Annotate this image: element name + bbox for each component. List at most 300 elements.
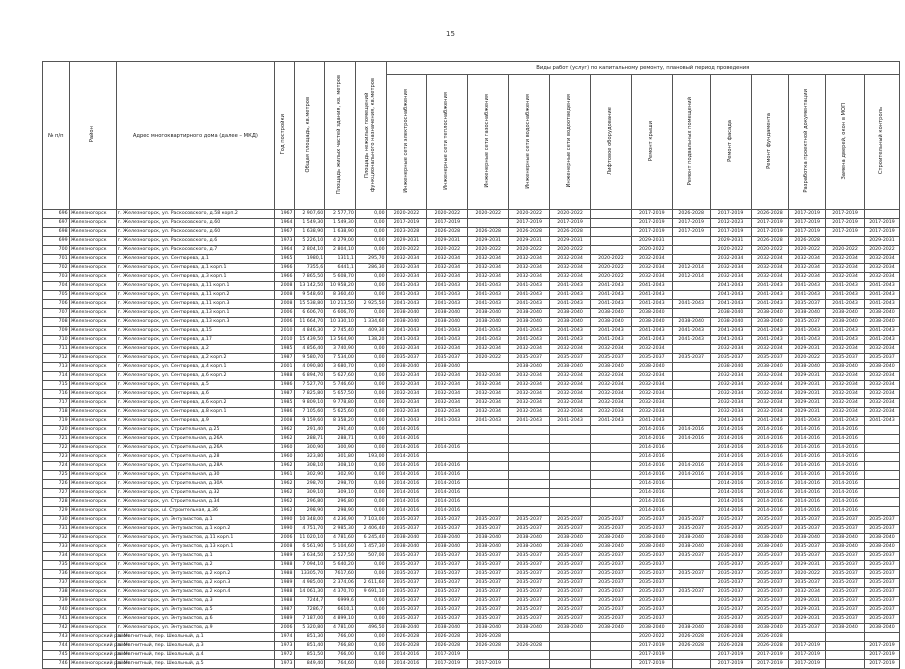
- cell-period: 2020-2022: [509, 246, 550, 255]
- cell-period: 2041-2043: [789, 417, 826, 426]
- cell-period: [591, 435, 632, 444]
- cell-dist: Железногорск: [69, 624, 116, 633]
- table-row: [43, 480, 900, 489]
- cell-period: 2032-2034: [427, 390, 468, 399]
- cell-period: 2041-2043: [789, 291, 826, 300]
- cell-period: 2026-2028: [751, 642, 789, 651]
- table-row: [43, 345, 900, 354]
- cell-period: 2041-2043: [826, 300, 865, 309]
- cell-period: 2038-2040: [468, 318, 509, 327]
- cell-area: 4 090,80: [294, 363, 325, 372]
- table-row: [43, 255, 900, 264]
- cell-nonliv: 0,00: [355, 507, 386, 516]
- cell-nonliv: 0,00: [355, 606, 386, 615]
- cell-period: 2032-2034: [509, 399, 550, 408]
- header-nonliving-area: Площадь нежилых помещений функционального назначения, кв.метров: [355, 62, 386, 210]
- cell-period: 2035-2037: [864, 525, 899, 534]
- cell-dist: Железногорский район: [69, 633, 116, 642]
- cell-period: 2029-2031: [631, 237, 672, 246]
- cell-period: [591, 246, 632, 255]
- cell-period: 2032-2034: [789, 255, 826, 264]
- cell-period: 2032-2034: [826, 273, 865, 282]
- cell-year: 2008: [275, 291, 294, 300]
- cell-period: 2041-2043: [468, 282, 509, 291]
- cell-liv: 1 638,90: [325, 228, 356, 237]
- cell-year: 2008: [275, 282, 294, 291]
- cell-period: 2014-2016: [672, 471, 710, 480]
- cell-period: 2038-2040: [826, 309, 865, 318]
- cell-period: 2038-2040: [509, 318, 550, 327]
- cell-period: 2038-2040: [427, 534, 468, 543]
- cell-area: 302,90: [294, 471, 325, 480]
- cell-year: 1964: [275, 219, 294, 228]
- cell-dist: Железногорск: [69, 597, 116, 606]
- cell-period: 2035-2037: [789, 579, 826, 588]
- cell-period: 2035-2037: [672, 570, 710, 579]
- cell-addr: г. Железногорск, ул. Сентюрева, д.17: [116, 336, 275, 345]
- cell-year: 1974: [275, 633, 294, 642]
- cell-period: 2017-2019: [386, 219, 427, 228]
- table-row: [43, 579, 900, 588]
- cell-period: 2014-2016: [751, 507, 789, 516]
- cell-period: 2029-2031: [789, 408, 826, 417]
- cell-period: 2035-2037: [591, 516, 632, 525]
- cell-period: [591, 633, 632, 642]
- cell-period: [864, 489, 899, 498]
- cell-area: 13305,70: [294, 570, 325, 579]
- cell-num: 703: [43, 273, 70, 282]
- cell-period: 2017-2019: [710, 210, 751, 219]
- cell-period: 2035-2037: [826, 354, 865, 363]
- cell-num: 739: [43, 597, 70, 606]
- cell-dist: Железногорск: [69, 417, 116, 426]
- cell-liv: 1311,1: [325, 255, 356, 264]
- header-year: Год постройки: [275, 62, 294, 210]
- cell-period: 2035-2037: [550, 588, 591, 597]
- cell-period: 2017-2019: [427, 660, 468, 669]
- cell-period: 2032-2034: [631, 255, 672, 264]
- cell-year: 1962: [275, 462, 294, 471]
- cell-period: 2035-2037: [591, 579, 632, 588]
- cell-nonliv: 0,00: [355, 615, 386, 624]
- cell-area: 9 580,70: [294, 354, 325, 363]
- cell-period: 2032-2034: [386, 255, 427, 264]
- cell-period: 2035-2037: [826, 570, 865, 579]
- cell-period: 2020-2022: [826, 246, 865, 255]
- cell-period: 2035-2037: [826, 561, 865, 570]
- cell-nonliv: 0,00: [355, 471, 386, 480]
- cell-period: 2041-2043: [386, 282, 427, 291]
- cell-period: 2032-2034: [427, 408, 468, 417]
- cell-num: 702: [43, 264, 70, 273]
- cell-year: 1964: [275, 246, 294, 255]
- cell-period: 2012-2014: [672, 264, 710, 273]
- cell-num: 709: [43, 327, 70, 336]
- table-row: [43, 381, 900, 390]
- cell-period: 2041-2043: [631, 291, 672, 300]
- table-row: [43, 399, 900, 408]
- cell-area: 6 561,90: [294, 543, 325, 552]
- cell-period: 2035-2037: [386, 606, 427, 615]
- cell-area: 10 348,00: [294, 516, 325, 525]
- cell-period: 2035-2037: [386, 597, 427, 606]
- cell-num: 697: [43, 219, 70, 228]
- cell-period: 2035-2037: [864, 597, 899, 606]
- cell-period: 2035-2037: [826, 552, 865, 561]
- cell-period: 2020-2022: [427, 210, 468, 219]
- cell-period: 2020-2022: [789, 570, 826, 579]
- cell-period: 2035-2037: [386, 588, 427, 597]
- cell-period: 2038-2040: [826, 624, 865, 633]
- cell-area: 291,40: [294, 426, 325, 435]
- cell-period: [509, 435, 550, 444]
- cell-liv: 309,10: [325, 489, 356, 498]
- cell-period: 2014-2016: [386, 444, 427, 453]
- cell-num: 722: [43, 444, 70, 453]
- cell-period: 2035-2037: [631, 597, 672, 606]
- cell-period: 2032-2034: [751, 264, 789, 273]
- cell-period: 2035-2037: [591, 597, 632, 606]
- cell-period: 2017-2019: [631, 651, 672, 660]
- cell-addr: г. Железногорск, ул. Сентюрева, д.5: [116, 381, 275, 390]
- cell-period: 2041-2043: [826, 336, 865, 345]
- cell-period: 2032-2034: [710, 345, 751, 354]
- cell-period: 2038-2040: [386, 318, 427, 327]
- cell-period: 2041-2043: [550, 282, 591, 291]
- cell-liv: 764,60: [325, 660, 356, 669]
- cell-addr: г. Железногорск, ул. Раскосовского, д.58 корп.2: [116, 210, 275, 219]
- cell-period: 2014-2016: [672, 435, 710, 444]
- cell-num: 700: [43, 246, 70, 255]
- cell-period: 2020-2022: [468, 354, 509, 363]
- cell-period: [864, 453, 899, 462]
- cell-period: 2029-2031: [789, 390, 826, 399]
- cell-period: 2014-2016: [386, 426, 427, 435]
- cell-nonliv: 0,00: [355, 462, 386, 471]
- cell-period: 2041-2043: [591, 327, 632, 336]
- cell-area: 7 865,50: [294, 273, 325, 282]
- cell-period: 2032-2034: [386, 399, 427, 408]
- cell-liv: 8 358,20: [325, 417, 356, 426]
- cell-nonliv: 0,00: [355, 228, 386, 237]
- cell-period: 2041-2043: [631, 336, 672, 345]
- cell-period: 2035-2037: [591, 561, 632, 570]
- cell-period: 2038-2040: [386, 534, 427, 543]
- cell-period: 2035-2037: [509, 597, 550, 606]
- cell-num: 720: [43, 426, 70, 435]
- cell-area: 5 226,10: [294, 237, 325, 246]
- cell-period: 2026-2028: [672, 633, 710, 642]
- table-row: [43, 471, 900, 480]
- cell-dist: Железногорск: [69, 228, 116, 237]
- cell-period: 2035-2037: [386, 552, 427, 561]
- table-row: [43, 372, 900, 381]
- cell-nonliv: 0,00: [355, 417, 386, 426]
- cell-period: 2038-2040: [631, 543, 672, 552]
- cell-period: 2041-2043: [509, 282, 550, 291]
- cell-area: 3 634,50: [294, 552, 325, 561]
- cell-liv: 301,80: [325, 453, 356, 462]
- cell-period: [468, 435, 509, 444]
- cell-period: 2032-2034: [864, 381, 899, 390]
- cell-period: 2017-2019: [672, 219, 710, 228]
- cell-area: 15 439,50: [294, 336, 325, 345]
- cell-liv: 308,10: [325, 462, 356, 471]
- cell-num: 715: [43, 381, 70, 390]
- cell-period: 2014-2016: [826, 471, 865, 480]
- cell-nonliv: 0,00: [355, 363, 386, 372]
- cell-period: 2041-2043: [710, 291, 751, 300]
- cell-period: 2017-2019: [789, 651, 826, 660]
- cell-period: 2032-2034: [591, 399, 632, 408]
- cell-period: 2041-2043: [751, 417, 789, 426]
- cell-period: 2035-2037: [631, 615, 672, 624]
- cell-period: 2032-2034: [864, 273, 899, 282]
- cell-period: 2014-2016: [710, 462, 751, 471]
- cell-period: 2017-2019: [789, 660, 826, 669]
- cell-period: 2041-2043: [591, 300, 632, 309]
- cell-period: 2017-2019: [826, 210, 865, 219]
- cell-period: 2014-2016: [789, 453, 826, 462]
- cell-period: 2038-2040: [386, 543, 427, 552]
- cell-period: 2038-2040: [509, 543, 550, 552]
- cell-liv: 10 958,20: [325, 282, 356, 291]
- cell-addr: г. Железногорск, ул. Раскосовского, д.7: [116, 246, 275, 255]
- cell-period: 2014-2016: [826, 489, 865, 498]
- cell-num: 746: [43, 660, 70, 669]
- cell-dist: Железногорск: [69, 399, 116, 408]
- cell-period: [672, 237, 710, 246]
- cell-year: 1962: [275, 435, 294, 444]
- cell-period: 2035-2037: [631, 561, 672, 570]
- cell-period: 2035-2037: [710, 570, 751, 579]
- cell-period: 2026-2028: [672, 210, 710, 219]
- cell-period: 2014-2016: [427, 498, 468, 507]
- cell-liv: 5 657,50: [325, 390, 356, 399]
- cell-period: [509, 507, 550, 516]
- cell-nonliv: 0,00: [355, 246, 386, 255]
- cell-period: 2038-2040: [386, 363, 427, 372]
- cell-dist: Железногорск: [69, 300, 116, 309]
- cell-period: 2029-2031: [789, 597, 826, 606]
- cell-period: 2041-2043: [386, 291, 427, 300]
- cell-period: 2014-2016: [631, 444, 672, 453]
- cell-year: 2006: [275, 309, 294, 318]
- cell-nonliv: 193,00: [355, 453, 386, 462]
- cell-nonliv: 0,00: [355, 390, 386, 399]
- cell-period: 2035-2037: [427, 606, 468, 615]
- cell-period: 2014-2016: [751, 426, 789, 435]
- cell-period: 2014-2016: [789, 444, 826, 453]
- cell-period: [864, 471, 899, 480]
- cell-num: 738: [43, 588, 70, 597]
- cell-period: [550, 651, 591, 660]
- cell-period: 2038-2040: [550, 363, 591, 372]
- cell-period: 2038-2040: [509, 363, 550, 372]
- cell-period: 2020-2022: [468, 210, 509, 219]
- cell-num: 740: [43, 606, 70, 615]
- cell-nonliv: 138,20: [355, 336, 386, 345]
- cell-period: 2035-2037: [864, 570, 899, 579]
- cell-period: 2038-2040: [591, 363, 632, 372]
- capital-repair-table: [42, 61, 900, 669]
- cell-period: 2020-2022: [550, 210, 591, 219]
- cell-period: 2014-2016: [826, 453, 865, 462]
- table-row: [43, 318, 900, 327]
- cell-period: [672, 498, 710, 507]
- cell-dist: Железногорск: [69, 606, 116, 615]
- cell-period: [672, 480, 710, 489]
- cell-period: 2038-2040: [509, 624, 550, 633]
- cell-liv: 10 330,10: [325, 318, 356, 327]
- cell-period: 2035-2037: [672, 552, 710, 561]
- cell-area: 4 856,40: [294, 345, 325, 354]
- cell-period: 2032-2034: [631, 372, 672, 381]
- cell-period: [591, 660, 632, 669]
- cell-period: 2035-2037: [826, 579, 865, 588]
- cell-period: 2032-2034: [710, 390, 751, 399]
- cell-period: 2035-2037: [751, 579, 789, 588]
- cell-period: 2014-2016: [710, 444, 751, 453]
- cell-period: 2035-2037: [710, 561, 751, 570]
- cell-period: 2014-2016: [826, 435, 865, 444]
- cell-period: [591, 489, 632, 498]
- cell-dist: Железногорский район: [69, 660, 116, 669]
- cell-addr: г. Железногорск, ул. Сентюрева, д.2 корп.2: [116, 354, 275, 363]
- cell-period: 2014-2016: [710, 480, 751, 489]
- cell-year: 1967: [275, 228, 294, 237]
- cell-period: 2014-2016: [427, 444, 468, 453]
- cell-period: 2014-2016: [631, 435, 672, 444]
- cell-year: 1972: [275, 651, 294, 660]
- cell-liv: 3 680,70: [325, 363, 356, 372]
- cell-period: 2038-2040: [710, 309, 751, 318]
- table-row: [43, 417, 900, 426]
- cell-dist: Железногорск: [69, 372, 116, 381]
- table-row: [43, 624, 900, 633]
- cell-period: 2020-2022: [864, 246, 899, 255]
- cell-liv: 5 640,20: [325, 561, 356, 570]
- header-num: № п/п: [43, 62, 70, 210]
- cell-dist: Железногорск: [69, 525, 116, 534]
- cell-period: 2035-2037: [710, 615, 751, 624]
- cell-period: [427, 453, 468, 462]
- cell-period: 2041-2043: [631, 282, 672, 291]
- cell-area: 4 846,30: [294, 327, 325, 336]
- cell-period: 2038-2040: [427, 309, 468, 318]
- cell-period: 2035-2037: [550, 606, 591, 615]
- cell-period: [826, 660, 865, 669]
- cell-period: 2017-2019: [631, 219, 672, 228]
- cell-period: 2035-2037: [826, 615, 865, 624]
- cell-period: 2041-2043: [386, 336, 427, 345]
- cell-dist: Железногорский район: [69, 651, 116, 660]
- cell-period: [672, 561, 710, 570]
- cell-period: 2032-2034: [468, 264, 509, 273]
- cell-nonliv: 0,00: [355, 219, 386, 228]
- cell-num: 706: [43, 300, 70, 309]
- cell-nonliv: 0,00: [355, 480, 386, 489]
- cell-num: 731: [43, 525, 70, 534]
- cell-num: 701: [43, 255, 70, 264]
- cell-nonliv: 0,00: [355, 354, 386, 363]
- cell-period: 2038-2040: [672, 534, 710, 543]
- cell-period: [864, 435, 899, 444]
- cell-period: 2032-2034: [386, 345, 427, 354]
- cell-liv: 1 549,30: [325, 219, 356, 228]
- cell-period: 2035-2037: [864, 606, 899, 615]
- cell-num: 699: [43, 237, 70, 246]
- cell-period: 2038-2040: [751, 534, 789, 543]
- cell-period: 2014-2016: [427, 480, 468, 489]
- cell-period: 2038-2040: [826, 318, 865, 327]
- cell-liv: 5 746,60: [325, 381, 356, 390]
- cell-addr: г. Железногорск, ул. Энтузиастов, д.6: [116, 615, 275, 624]
- cell-period: 2032-2034: [826, 390, 865, 399]
- cell-liv: 4 781,60: [325, 534, 356, 543]
- cell-period: [591, 480, 632, 489]
- cell-area: 309,10: [294, 489, 325, 498]
- cell-liv: 13 564,90: [325, 336, 356, 345]
- cell-period: 2017-2019: [509, 219, 550, 228]
- cell-year: 1988: [275, 588, 294, 597]
- cell-dist: Железногорск: [69, 354, 116, 363]
- cell-period: 2032-2034: [427, 264, 468, 273]
- cell-period: 2020-2022: [386, 210, 427, 219]
- cell-period: [672, 291, 710, 300]
- cell-period: 2035-2037: [631, 552, 672, 561]
- cell-period: 2038-2040: [591, 624, 632, 633]
- cell-period: 2026-2028: [386, 642, 427, 651]
- header-work-11: Замена дверей, окон в МОП: [826, 75, 865, 210]
- table-row: [43, 660, 900, 669]
- header-work-8: Ремонт фасада: [710, 75, 751, 210]
- cell-period: 2035-2037: [509, 579, 550, 588]
- cell-year: 1965: [275, 255, 294, 264]
- cell-period: 2041-2043: [509, 291, 550, 300]
- cell-nonliv: 496,50: [355, 624, 386, 633]
- cell-period: 2038-2040: [864, 534, 899, 543]
- cell-liv: 7617,60: [325, 570, 356, 579]
- cell-period: 2035-2037: [550, 525, 591, 534]
- cell-area: 2 907,60: [294, 210, 325, 219]
- cell-area: 7286,7: [294, 606, 325, 615]
- cell-addr: п. Магнитный, пер. Школьный, д.3: [116, 642, 275, 651]
- cell-addr: г. Железногорск, ул. Сентюрева, д.11 корп.1: [116, 282, 275, 291]
- cell-period: 2038-2040: [468, 309, 509, 318]
- cell-area: 4 985,00: [294, 579, 325, 588]
- cell-period: 2041-2043: [864, 336, 899, 345]
- cell-dist: Железногорск: [69, 336, 116, 345]
- cell-period: 2014-2016: [789, 498, 826, 507]
- cell-period: 2035-2037: [427, 615, 468, 624]
- cell-addr: г. Железногорск, ул. Сентюрева, д.2: [116, 345, 275, 354]
- cell-period: [427, 435, 468, 444]
- cell-period: 2038-2040: [468, 624, 509, 633]
- cell-period: 2017-2019: [468, 660, 509, 669]
- cell-period: 2032-2034: [864, 255, 899, 264]
- cell-addr: г. Железногорск, ул. Энтузиастов, д.2 корп.2: [116, 570, 275, 579]
- cell-period: 2038-2040: [550, 624, 591, 633]
- cell-period: 2041-2043: [468, 327, 509, 336]
- table-row: [43, 390, 900, 399]
- cell-period: 2038-2040: [826, 534, 865, 543]
- cell-nonliv: 6 245,40: [355, 534, 386, 543]
- cell-addr: г. Железногорск, ул. Раскосовского, д.60: [116, 228, 275, 237]
- cell-dist: Железногорск: [69, 210, 116, 219]
- cell-period: [468, 426, 509, 435]
- cell-period: [550, 444, 591, 453]
